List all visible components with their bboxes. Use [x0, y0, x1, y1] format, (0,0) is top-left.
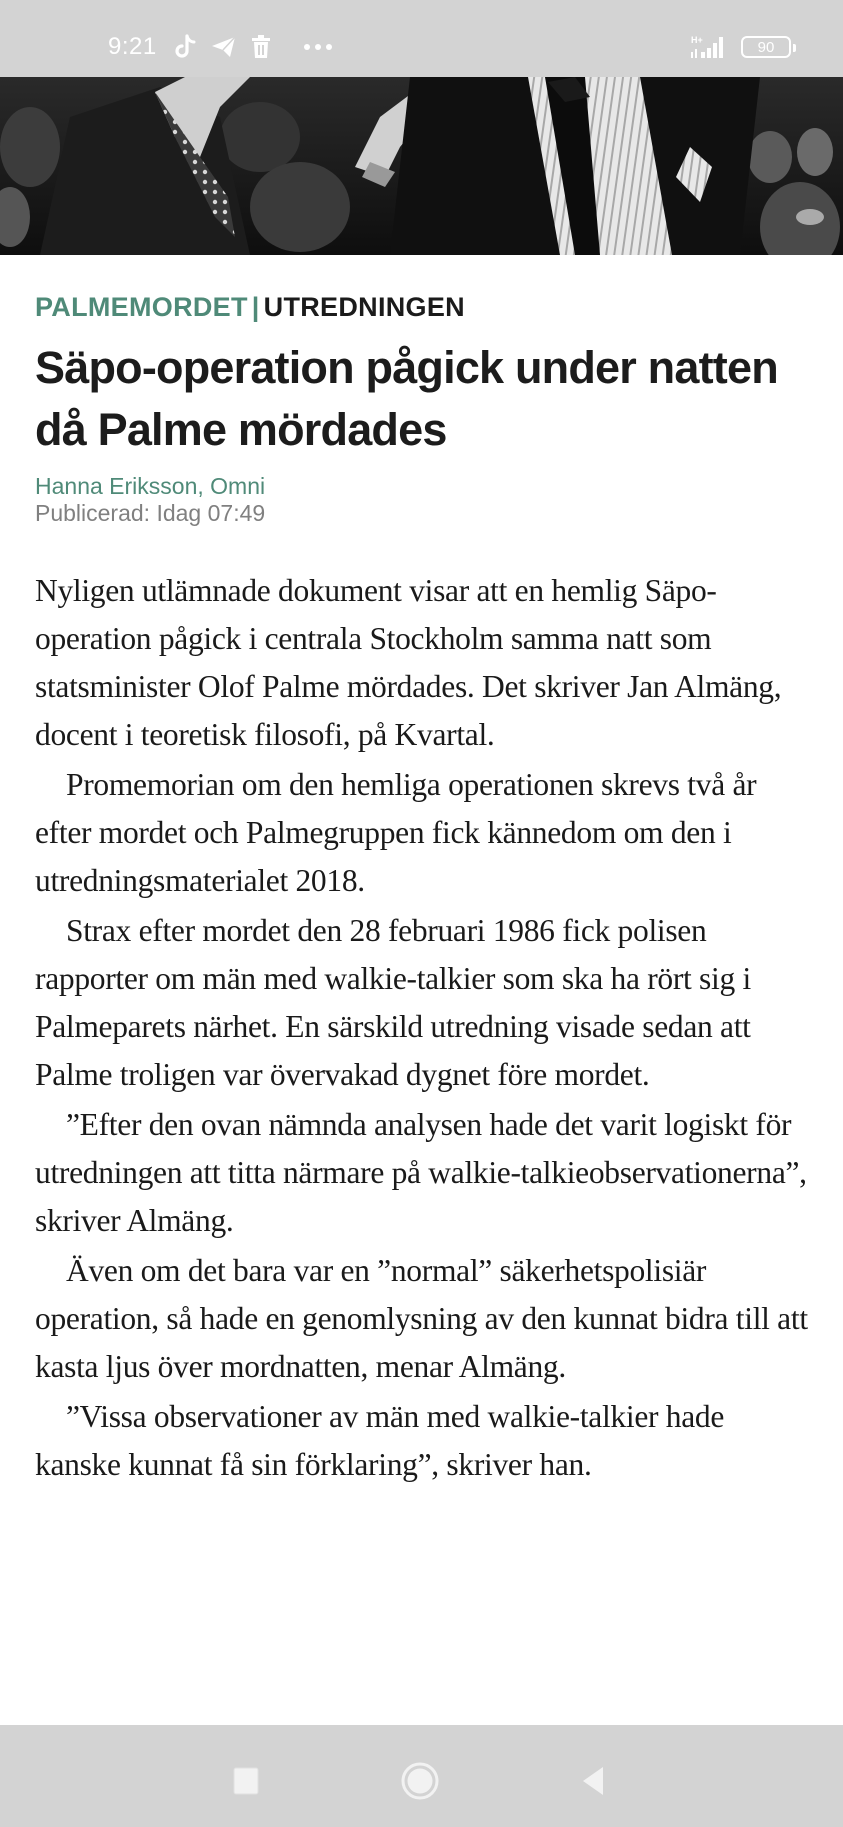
square-icon	[233, 1767, 259, 1795]
home-button[interactable]	[400, 1761, 440, 1801]
circle-icon	[400, 1761, 440, 1801]
tiktok-icon	[175, 34, 197, 60]
signal-icon	[689, 34, 729, 60]
body-paragraph: Nyligen utlämnade dokument visar att en hemlig Säpo-operation pågick i centrala Stockholm samma natt som statsminister Olof Palme mördades. Det skriver Jan Almäng, docent i teoretisk filosofi, på Kvartal.	[35, 573, 782, 752]
status-left	[108, 32, 333, 62]
battery-icon	[741, 36, 791, 58]
published-timestamp: Publicerad: Idag 07:49	[35, 500, 266, 526]
kicker-topic[interactable]: UTREDNINGEN	[263, 292, 465, 322]
more-dots-icon	[303, 43, 333, 51]
recents-button[interactable]	[226, 1761, 266, 1801]
kicker-section[interactable]: PALMEMORDET	[35, 292, 248, 322]
article-body	[35, 567, 808, 1489]
body-paragraph: Även om det bara var en ”normal” säkerhetspolisiär operation, så hade en genomlysning av den kunnat bidra till att kasta ljus över mordnatten, menar Almäng.	[35, 1253, 808, 1384]
body-paragraph: ”Vissa observationer av män med walkie-talkier hade kanske kunnat få sin förklaring”, skriver han.	[35, 1399, 725, 1482]
article-kicker	[35, 291, 808, 323]
body-paragraph: Strax efter mordet den 28 februari 1986 fick polisen rapporter om män med walkie-talkier som ska ha rört sig i Palmeparets närhet. En särskild utredning visade sedan att Palme troligen var övervakad dygnet före mordet.	[35, 913, 751, 1092]
body-paragraph: Promemorian om den hemliga operationen skrevs två år efter mordet och Palmegruppen fick kännedom om den i utredningsmaterialet 2018.	[35, 767, 757, 898]
status-right	[689, 34, 791, 60]
network-type-label: H+	[691, 35, 703, 45]
back-triangle-icon	[579, 1765, 607, 1797]
trash-icon	[251, 35, 271, 59]
system-nav-bar	[0, 1725, 843, 1827]
status-bar	[0, 0, 843, 77]
article-byline[interactable]: Hanna Eriksson, Omni	[35, 473, 266, 499]
kicker-separator: |	[251, 292, 260, 322]
status-time: 9:21	[108, 33, 157, 60]
article	[0, 255, 843, 1489]
telegram-icon	[211, 35, 237, 59]
article-headline: Säpo-operation pågick under natten då Palme mördades	[35, 342, 778, 455]
hero-image[interactable]	[0, 77, 843, 255]
body-paragraph: ”Efter den ovan nämnda analysen hade det varit logiskt för utredningen att titta närmare på walkie-talkieobservationerna”, skriver Almäng.	[35, 1107, 807, 1238]
back-button[interactable]	[573, 1761, 613, 1801]
battery-level: 90	[757, 38, 775, 56]
